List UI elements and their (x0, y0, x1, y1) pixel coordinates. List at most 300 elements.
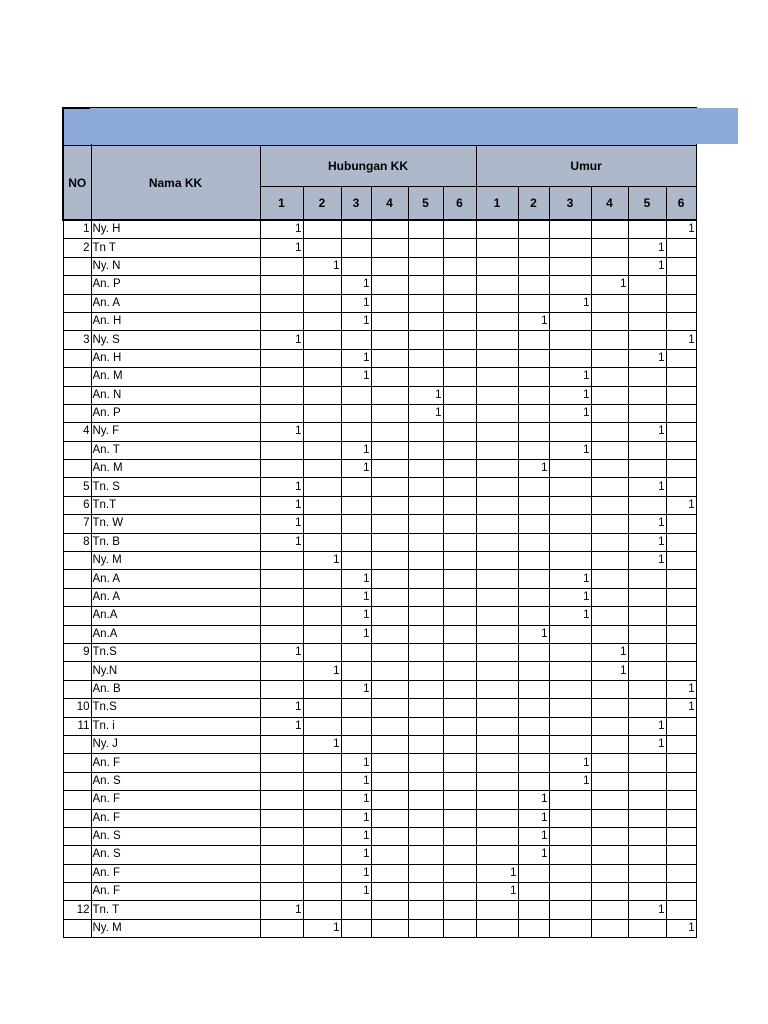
cell-hubungan[interactable]: 1 (341, 883, 371, 901)
cell-hubungan[interactable] (303, 607, 341, 625)
cell-umur[interactable] (476, 331, 518, 349)
cell-hubungan[interactable] (443, 423, 476, 441)
cell-hubungan[interactable] (260, 570, 303, 588)
cell-umur[interactable] (549, 680, 591, 698)
cell-hubungan[interactable] (408, 276, 443, 294)
cell-nama-kk[interactable]: An.A (91, 625, 260, 643)
cell-hubungan[interactable] (260, 257, 303, 275)
cell-umur[interactable] (476, 735, 518, 753)
cell-umur[interactable] (476, 827, 518, 845)
cell-nama-kk[interactable]: Tn. B (91, 533, 260, 551)
cell-umur[interactable] (666, 552, 696, 570)
cell-umur[interactable] (666, 478, 696, 496)
cell-umur[interactable] (518, 276, 549, 294)
cell-hubungan[interactable] (260, 809, 303, 827)
cell-hubungan[interactable] (408, 331, 443, 349)
cell-hubungan[interactable] (371, 276, 408, 294)
cell-umur[interactable] (666, 772, 696, 790)
cell-hubungan[interactable] (443, 827, 476, 845)
cell-umur[interactable] (666, 809, 696, 827)
cell-umur[interactable] (549, 791, 591, 809)
cell-no[interactable] (63, 460, 91, 478)
cell-hubungan[interactable] (443, 460, 476, 478)
cell-umur[interactable]: 1 (591, 662, 628, 680)
cell-umur[interactable] (666, 607, 696, 625)
cell-hubungan[interactable] (341, 533, 371, 551)
cell-umur[interactable] (591, 827, 628, 845)
cell-umur[interactable]: 1 (518, 827, 549, 845)
cell-hubungan[interactable] (303, 883, 341, 901)
cell-no[interactable] (63, 386, 91, 404)
cell-umur[interactable] (549, 478, 591, 496)
cell-umur[interactable] (476, 662, 518, 680)
cell-umur[interactable] (476, 625, 518, 643)
cell-umur[interactable] (476, 312, 518, 330)
cell-hubungan[interactable] (408, 809, 443, 827)
cell-umur[interactable] (518, 515, 549, 533)
cell-hubungan[interactable]: 1 (303, 919, 341, 937)
cell-umur[interactable] (549, 864, 591, 882)
cell-umur[interactable] (591, 846, 628, 864)
cell-hubungan[interactable] (443, 349, 476, 367)
cell-nama-kk[interactable]: An. F (91, 754, 260, 772)
cell-umur[interactable] (476, 496, 518, 514)
cell-hubungan[interactable] (371, 349, 408, 367)
cell-umur[interactable] (628, 368, 666, 386)
cell-umur[interactable] (591, 423, 628, 441)
cell-hubungan[interactable]: 1 (260, 423, 303, 441)
cell-umur[interactable] (549, 331, 591, 349)
cell-hubungan[interactable] (303, 680, 341, 698)
cell-nama-kk[interactable]: An. P (91, 404, 260, 422)
cell-hubungan[interactable] (443, 809, 476, 827)
cell-nama-kk[interactable]: An. A (91, 294, 260, 312)
cell-hubungan[interactable] (341, 404, 371, 422)
cell-hubungan[interactable]: 1 (341, 791, 371, 809)
cell-umur[interactable] (476, 643, 518, 661)
cell-hubungan[interactable] (341, 919, 371, 937)
cell-umur[interactable]: 1 (628, 552, 666, 570)
cell-hubungan[interactable] (260, 552, 303, 570)
cell-umur[interactable] (549, 533, 591, 551)
cell-umur[interactable] (549, 735, 591, 753)
cell-hubungan[interactable] (303, 386, 341, 404)
cell-nama-kk[interactable]: Tn T (91, 239, 260, 257)
cell-hubungan[interactable] (443, 717, 476, 735)
cell-umur[interactable] (518, 662, 549, 680)
cell-hubungan[interactable] (443, 588, 476, 606)
cell-hubungan[interactable] (303, 791, 341, 809)
cell-hubungan[interactable] (408, 791, 443, 809)
cell-umur[interactable] (666, 625, 696, 643)
cell-nama-kk[interactable]: Tn. i (91, 717, 260, 735)
cell-umur[interactable] (549, 919, 591, 937)
cell-hubungan[interactable] (341, 423, 371, 441)
cell-umur[interactable] (591, 717, 628, 735)
cell-umur[interactable] (476, 699, 518, 717)
cell-hubungan[interactable]: 1 (303, 735, 341, 753)
cell-nama-kk[interactable]: An. H (91, 312, 260, 330)
cell-umur[interactable]: 1 (628, 533, 666, 551)
cell-umur[interactable] (628, 331, 666, 349)
cell-umur[interactable] (518, 533, 549, 551)
cell-hubungan[interactable] (303, 331, 341, 349)
cell-umur[interactable] (628, 680, 666, 698)
cell-hubungan[interactable] (303, 496, 341, 514)
cell-hubungan[interactable] (443, 772, 476, 790)
cell-hubungan[interactable] (371, 754, 408, 772)
cell-hubungan[interactable] (443, 680, 476, 698)
cell-nama-kk[interactable]: An. T (91, 441, 260, 459)
cell-hubungan[interactable] (371, 717, 408, 735)
cell-hubungan[interactable]: 1 (260, 699, 303, 717)
cell-umur[interactable] (591, 919, 628, 937)
cell-hubungan[interactable]: 1 (341, 570, 371, 588)
cell-umur[interactable]: 1 (518, 460, 549, 478)
cell-hubungan[interactable] (408, 901, 443, 919)
cell-no[interactable] (63, 349, 91, 367)
cell-umur[interactable] (666, 827, 696, 845)
cell-nama-kk[interactable]: An. S (91, 827, 260, 845)
cell-umur[interactable] (666, 312, 696, 330)
cell-hubungan[interactable] (303, 588, 341, 606)
cell-hubungan[interactable] (408, 625, 443, 643)
cell-hubungan[interactable] (371, 294, 408, 312)
cell-no[interactable] (63, 809, 91, 827)
cell-umur[interactable] (628, 386, 666, 404)
cell-umur[interactable] (476, 919, 518, 937)
cell-umur[interactable] (591, 460, 628, 478)
cell-hubungan[interactable] (408, 570, 443, 588)
cell-nama-kk[interactable]: Tn.S (91, 643, 260, 661)
cell-umur[interactable]: 1 (628, 257, 666, 275)
cell-umur[interactable] (666, 257, 696, 275)
cell-no[interactable] (63, 772, 91, 790)
cell-umur[interactable]: 1 (476, 864, 518, 882)
cell-hubungan[interactable] (260, 349, 303, 367)
cell-hubungan[interactable]: 1 (341, 864, 371, 882)
cell-umur[interactable] (591, 809, 628, 827)
cell-hubungan[interactable] (408, 294, 443, 312)
cell-umur[interactable] (628, 312, 666, 330)
cell-umur[interactable]: 1 (666, 496, 696, 514)
cell-hubungan[interactable] (408, 515, 443, 533)
cell-umur[interactable] (549, 643, 591, 661)
cell-hubungan[interactable] (443, 294, 476, 312)
cell-umur[interactable]: 1 (518, 625, 549, 643)
cell-nama-kk[interactable]: Ny. M (91, 552, 260, 570)
cell-no[interactable]: 1 (63, 220, 91, 239)
cell-umur[interactable] (591, 552, 628, 570)
cell-hubungan[interactable] (260, 735, 303, 753)
cell-umur[interactable] (666, 643, 696, 661)
cell-umur[interactable] (666, 386, 696, 404)
cell-hubungan[interactable] (371, 368, 408, 386)
cell-hubungan[interactable] (303, 717, 341, 735)
cell-hubungan[interactable] (303, 864, 341, 882)
cell-hubungan[interactable] (408, 643, 443, 661)
cell-hubungan[interactable] (408, 883, 443, 901)
cell-umur[interactable]: 1 (476, 883, 518, 901)
cell-umur[interactable] (666, 515, 696, 533)
cell-no[interactable] (63, 441, 91, 459)
cell-hubungan[interactable] (371, 404, 408, 422)
cell-hubungan[interactable] (371, 386, 408, 404)
cell-hubungan[interactable] (260, 312, 303, 330)
cell-umur[interactable] (549, 662, 591, 680)
cell-no[interactable] (63, 680, 91, 698)
cell-umur[interactable] (591, 441, 628, 459)
cell-umur[interactable] (628, 791, 666, 809)
cell-umur[interactable]: 1 (666, 919, 696, 937)
cell-umur[interactable] (518, 368, 549, 386)
cell-umur[interactable] (666, 883, 696, 901)
cell-umur[interactable]: 1 (628, 478, 666, 496)
cell-umur[interactable]: 1 (628, 349, 666, 367)
cell-umur[interactable] (666, 294, 696, 312)
cell-umur[interactable] (628, 625, 666, 643)
cell-umur[interactable]: 1 (549, 441, 591, 459)
cell-umur[interactable]: 1 (628, 515, 666, 533)
cell-hubungan[interactable] (260, 276, 303, 294)
cell-hubungan[interactable]: 1 (260, 496, 303, 514)
cell-umur[interactable]: 1 (628, 735, 666, 753)
cell-hubungan[interactable] (371, 772, 408, 790)
cell-umur[interactable] (549, 515, 591, 533)
cell-umur[interactable] (591, 496, 628, 514)
cell-hubungan[interactable] (303, 846, 341, 864)
cell-nama-kk[interactable]: An. F (91, 809, 260, 827)
cell-hubungan[interactable] (408, 827, 443, 845)
cell-hubungan[interactable] (443, 312, 476, 330)
cell-hubungan[interactable] (341, 552, 371, 570)
cell-hubungan[interactable] (371, 919, 408, 937)
cell-hubungan[interactable] (303, 699, 341, 717)
cell-umur[interactable] (476, 846, 518, 864)
cell-no[interactable] (63, 276, 91, 294)
cell-umur[interactable]: 1 (549, 754, 591, 772)
cell-umur[interactable] (666, 460, 696, 478)
cell-hubungan[interactable] (408, 257, 443, 275)
cell-umur[interactable] (518, 883, 549, 901)
cell-hubungan[interactable] (443, 533, 476, 551)
cell-hubungan[interactable] (303, 368, 341, 386)
cell-umur[interactable] (476, 423, 518, 441)
cell-hubungan[interactable] (371, 607, 408, 625)
cell-hubungan[interactable] (443, 791, 476, 809)
cell-umur[interactable] (591, 386, 628, 404)
cell-nama-kk[interactable]: An. F (91, 864, 260, 882)
cell-nama-kk[interactable]: An. H (91, 349, 260, 367)
cell-no[interactable] (63, 791, 91, 809)
cell-hubungan[interactable] (303, 312, 341, 330)
cell-umur[interactable] (666, 901, 696, 919)
cell-umur[interactable] (666, 588, 696, 606)
cell-hubungan[interactable] (303, 239, 341, 257)
cell-hubungan[interactable] (408, 460, 443, 478)
cell-hubungan[interactable] (443, 331, 476, 349)
cell-umur[interactable] (666, 368, 696, 386)
cell-hubungan[interactable] (260, 827, 303, 845)
cell-umur[interactable]: 1 (666, 331, 696, 349)
cell-umur[interactable] (591, 220, 628, 239)
cell-umur[interactable] (549, 276, 591, 294)
cell-umur[interactable] (666, 754, 696, 772)
cell-nama-kk[interactable]: Ny. S (91, 331, 260, 349)
cell-hubungan[interactable] (371, 643, 408, 661)
cell-hubungan[interactable]: 1 (341, 276, 371, 294)
cell-umur[interactable] (628, 276, 666, 294)
cell-umur[interactable] (591, 257, 628, 275)
cell-hubungan[interactable] (303, 754, 341, 772)
cell-umur[interactable] (476, 349, 518, 367)
cell-hubungan[interactable] (371, 901, 408, 919)
cell-no[interactable] (63, 735, 91, 753)
cell-hubungan[interactable]: 1 (341, 294, 371, 312)
cell-no[interactable] (63, 257, 91, 275)
cell-umur[interactable] (549, 552, 591, 570)
cell-umur[interactable]: 1 (666, 699, 696, 717)
cell-umur[interactable] (628, 662, 666, 680)
cell-hubungan[interactable]: 1 (341, 809, 371, 827)
cell-hubungan[interactable] (371, 846, 408, 864)
cell-umur[interactable] (549, 625, 591, 643)
cell-umur[interactable] (518, 257, 549, 275)
cell-umur[interactable] (518, 772, 549, 790)
cell-umur[interactable] (591, 588, 628, 606)
cell-hubungan[interactable] (443, 901, 476, 919)
cell-nama-kk[interactable]: An. S (91, 846, 260, 864)
cell-umur[interactable] (666, 404, 696, 422)
cell-umur[interactable] (518, 349, 549, 367)
cell-hubungan[interactable] (408, 441, 443, 459)
cell-umur[interactable] (591, 312, 628, 330)
cell-nama-kk[interactable]: Tn. W (91, 515, 260, 533)
cell-hubungan[interactable]: 1 (341, 846, 371, 864)
cell-umur[interactable] (591, 533, 628, 551)
cell-umur[interactable] (591, 607, 628, 625)
cell-umur[interactable] (628, 846, 666, 864)
cell-hubungan[interactable]: 1 (260, 533, 303, 551)
cell-umur[interactable] (666, 441, 696, 459)
cell-hubungan[interactable] (303, 404, 341, 422)
cell-no[interactable] (63, 404, 91, 422)
cell-umur[interactable] (666, 735, 696, 753)
cell-hubungan[interactable] (371, 827, 408, 845)
cell-umur[interactable] (628, 588, 666, 606)
cell-umur[interactable] (518, 552, 549, 570)
cell-umur[interactable] (628, 809, 666, 827)
cell-umur[interactable] (549, 827, 591, 845)
cell-hubungan[interactable] (341, 901, 371, 919)
cell-umur[interactable] (476, 754, 518, 772)
cell-hubungan[interactable]: 1 (341, 754, 371, 772)
cell-umur[interactable] (666, 570, 696, 588)
cell-hubungan[interactable] (371, 312, 408, 330)
cell-no[interactable] (63, 312, 91, 330)
cell-umur[interactable] (628, 460, 666, 478)
cell-umur[interactable] (518, 607, 549, 625)
cell-umur[interactable] (666, 533, 696, 551)
cell-no[interactable] (63, 607, 91, 625)
cell-hubungan[interactable] (443, 478, 476, 496)
cell-hubungan[interactable] (341, 699, 371, 717)
cell-hubungan[interactable] (443, 864, 476, 882)
cell-umur[interactable]: 1 (518, 809, 549, 827)
cell-umur[interactable]: 1 (549, 386, 591, 404)
cell-umur[interactable] (591, 901, 628, 919)
cell-hubungan[interactable] (408, 754, 443, 772)
cell-umur[interactable] (549, 220, 591, 239)
cell-umur[interactable] (476, 588, 518, 606)
cell-umur[interactable] (518, 699, 549, 717)
cell-umur[interactable] (628, 570, 666, 588)
cell-umur[interactable] (666, 864, 696, 882)
cell-umur[interactable] (476, 276, 518, 294)
cell-hubungan[interactable] (443, 846, 476, 864)
cell-hubungan[interactable] (408, 220, 443, 239)
cell-hubungan[interactable] (371, 331, 408, 349)
cell-umur[interactable] (518, 754, 549, 772)
cell-umur[interactable] (591, 368, 628, 386)
cell-umur[interactable]: 1 (549, 588, 591, 606)
cell-hubungan[interactable]: 1 (260, 220, 303, 239)
cell-umur[interactable] (518, 331, 549, 349)
cell-nama-kk[interactable]: Tn.S (91, 699, 260, 717)
cell-umur[interactable] (476, 680, 518, 698)
cell-hubungan[interactable] (371, 533, 408, 551)
cell-nama-kk[interactable]: Ny. H (91, 220, 260, 239)
cell-umur[interactable] (518, 717, 549, 735)
cell-no[interactable] (63, 625, 91, 643)
cell-umur[interactable] (549, 349, 591, 367)
cell-hubungan[interactable] (443, 515, 476, 533)
cell-umur[interactable] (666, 276, 696, 294)
cell-hubungan[interactable] (303, 570, 341, 588)
cell-no[interactable]: 6 (63, 496, 91, 514)
cell-nama-kk[interactable]: Ny. N (91, 257, 260, 275)
cell-hubungan[interactable]: 1 (260, 239, 303, 257)
cell-umur[interactable] (591, 404, 628, 422)
cell-hubungan[interactable] (303, 220, 341, 239)
cell-hubungan[interactable] (443, 625, 476, 643)
cell-umur[interactable] (518, 220, 549, 239)
cell-umur[interactable]: 1 (549, 368, 591, 386)
cell-umur[interactable]: 1 (628, 901, 666, 919)
cell-umur[interactable] (476, 441, 518, 459)
cell-hubungan[interactable]: 1 (260, 643, 303, 661)
cell-hubungan[interactable] (341, 386, 371, 404)
cell-umur[interactable] (549, 423, 591, 441)
cell-hubungan[interactable] (260, 883, 303, 901)
cell-hubungan[interactable] (408, 588, 443, 606)
cell-hubungan[interactable] (303, 827, 341, 845)
cell-hubungan[interactable] (371, 257, 408, 275)
cell-no[interactable] (63, 662, 91, 680)
cell-hubungan[interactable] (443, 735, 476, 753)
cell-nama-kk[interactable]: Ny. M (91, 919, 260, 937)
cell-hubungan[interactable] (443, 239, 476, 257)
cell-umur[interactable] (518, 441, 549, 459)
cell-umur[interactable] (591, 515, 628, 533)
cell-umur[interactable] (591, 349, 628, 367)
cell-hubungan[interactable]: 1 (341, 588, 371, 606)
cell-hubungan[interactable] (341, 643, 371, 661)
cell-hubungan[interactable] (371, 699, 408, 717)
cell-umur[interactable] (591, 239, 628, 257)
cell-umur[interactable] (476, 791, 518, 809)
cell-hubungan[interactable] (303, 809, 341, 827)
